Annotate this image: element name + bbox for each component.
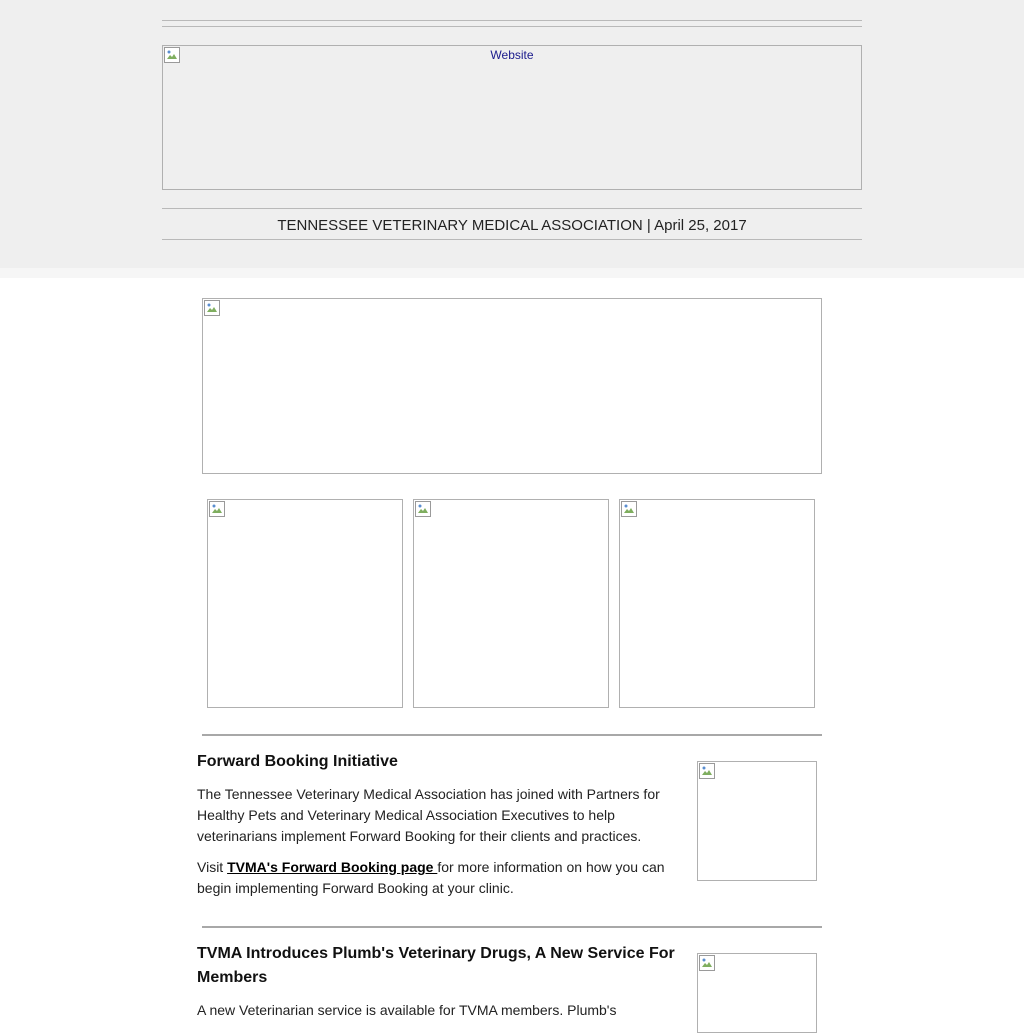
broken-image-icon [209,501,225,517]
section-divider-1 [202,734,822,736]
paragraph-text: Visit [197,859,228,875]
header-band-edge [0,268,1024,278]
article-paragraph: The Tennessee Veterinary Medical Association has joined with Partners for Healthy Pets and Veterinary Medical Association Executives to help veterinarians implement Forward Booking for their clients and practices. [197,786,660,844]
forward-booking-link[interactable]: TVMA's Forward Booking page [227,859,438,875]
article-title: Forward Booking Initiative [197,753,398,770]
article-title: TVMA Introduces Plumb's Veterinary Drugs, A New Service For Members [197,945,675,986]
article-forward-booking [197,750,681,899]
paragraph-text: for more information on how you can begin implementing Forward Booking at your clinic. [197,859,665,896]
website-banner-image[interactable] [162,45,862,190]
article-thumbnail-2[interactable] [697,953,817,1033]
broken-image-icon [204,300,220,316]
association-date-line: TENNESSEE VETERINARY MEDICAL ASSOCIATION | April 25, 2017 [277,217,747,234]
article-thumbnail-1[interactable] [697,761,817,881]
feature-image-2[interactable] [413,499,609,708]
header-rule-mid [162,208,862,209]
section-divider-2 [202,926,822,928]
broken-image-icon [699,955,715,971]
header-rule-top-2 [162,26,862,27]
broken-image-icon [699,763,715,779]
broken-image-icon [621,501,637,517]
website-link[interactable]: Website [490,48,534,62]
article-paragraph: A new Veterinarian service is available for TVMA members. Plumb's [197,1002,617,1018]
header-rule-bottom [162,239,862,240]
hero-image[interactable] [202,298,822,474]
feature-image-1[interactable] [207,499,403,708]
article-plumbs [197,942,681,1021]
header-rule-top-1 [162,20,862,21]
feature-image-3[interactable] [619,499,815,708]
article-paragraph-link [197,857,681,899]
broken-image-icon [415,501,431,517]
